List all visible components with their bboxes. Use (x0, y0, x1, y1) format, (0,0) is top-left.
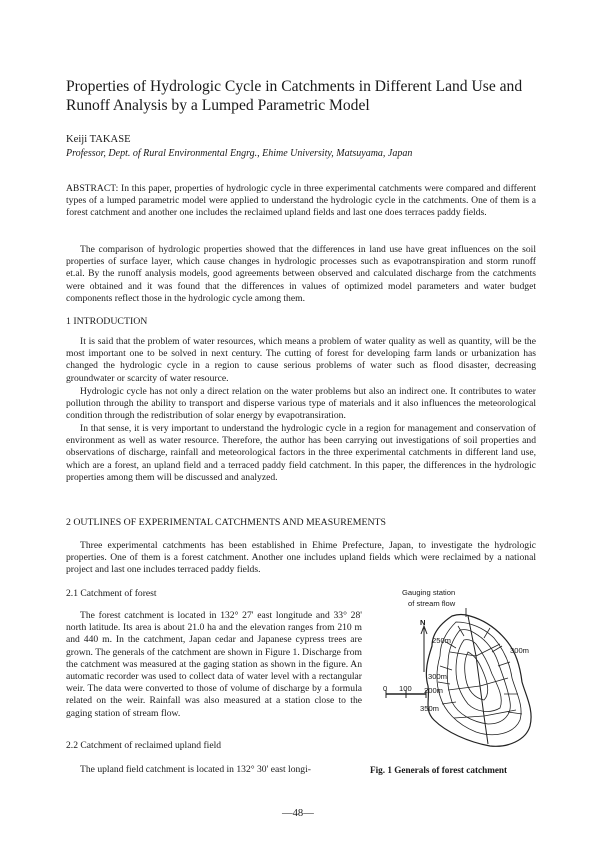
abstract-paragraph-1: ABSTRACT: In this paper, properties of hydrologic cycle in three experimental catchments were compared and different types of a lumped parametric model were applied to understand the hydrologic cycle in the catchments. One of them is a forest catchment and another one includes the reclaimed upland fields and last one does terraces paddy fields. (66, 183, 536, 219)
contour-300m-left-label: 300m (428, 672, 447, 681)
scale-0-label: 0 (383, 684, 388, 693)
paper-title (66, 77, 546, 115)
section-2-paragraph-1: Three experimental catchments has been established in Ehime Prefecture, Japan, to investigate the hydrologic properties. One of them is a forest catchment. Another one includes upland fields which were reclaimed by a national project and last one includes terraced paddy fields. (66, 540, 536, 576)
title-line-1: Properties of Hydrologic Cycle in Catchments in Different Land Use and (66, 78, 523, 95)
north-label: N (420, 618, 426, 627)
figure-1-caption: Fig. 1 Generals of forest catchment (370, 765, 508, 775)
intro-paragraph-1: It is said that the problem of water resources, which means a problem of water quality as well as quantity, will be the most important one to be solved in next century. The cutting of forest for developing farm lands or urbanization has changed the hydrologic cycle in a region to cause serious problems of water such as flood disaster, decreasing groundwater or scarcity of water resource. (66, 336, 536, 384)
subsection-2-1-heading: 2.1 Catchment of forest (66, 588, 157, 599)
scale-100-label: 100 (399, 684, 412, 693)
subsection-2-2-heading: 2.2 Catchment of reclaimed upland field (66, 740, 222, 751)
contour-250m-label: 250m (432, 636, 451, 645)
abstract-paragraph-2: The comparison of hydrologic properties showed that the differences in land use have great influences on the soil properties of surface layer, which cause changes in hydrologic processes such as evapotranspiration and storm runoff et.al. By the runoff analysis models, good agreements between observed and calculated discharge from the catchments were obtained and it was found that the differences in values of optimized model parameters and water budget components reflect those in the hydrologic cycle among them. (66, 244, 536, 304)
gauging-station-label: Gauging station (402, 588, 456, 597)
intro-paragraph-3: In that sense, it is very important to understand the hydrologic cycle in a region for management and conservation of environment as well as water resource. Therefore, the author has been carrying out investigations of soil properties and observations of discharge, rainfall and meteorological factors in the three experimental catchments in different land use, which are a forest, an upland field and a terraced paddy field catchment. In this paper, the differences in the hydrologic properties among them will be discussed and analyzed. (66, 423, 536, 483)
page-number: —48— (282, 808, 314, 819)
section-2-heading: 2 OUTLINES OF EXPERIMENTAL CATCHMENTS AND MEASUREMENTS (66, 517, 386, 528)
contour-300m-top-label: 300m (510, 646, 529, 655)
subsection-2-1-paragraph: The forest catchment is located in 132° 27' east longitude and 33° 28' north latitude. Its area is about 21.0 ha and the elevation ranges from 210 m and 440 m. In the catchment, Japan cedar and Japanese cypress trees are grown. The generals of the catchment are shown in Figure 1. Discharge from the catchment was measured at the gaging station as shown in the figure. An automatic recorder was used to collect data of water level with a rectangular weir. The data were converted to those of volume of discharge by a formula related on the weir. Rainfall was also measured at a station close to the gaging station of stream flow. (66, 610, 362, 719)
author-affiliation: Professor, Dept. of Rural Environmental Engrg., Ehime University, Matsuyama, Japan (66, 148, 413, 159)
figure-1-catchment-map (380, 586, 550, 756)
title-line-2: Runoff Analysis by a Lumped Parametric Model (66, 97, 370, 114)
subsection-2-2-paragraph: The upland field catchment is located in 132° 30' east longi- (80, 764, 311, 775)
section-1-heading: 1 INTRODUCTION (66, 316, 148, 327)
contour-350m-label: 350m (420, 704, 439, 713)
stream-flow-label: of stream flow (408, 599, 456, 608)
author-name: Keiji TAKASE (66, 134, 131, 145)
catchment-map-graphic (380, 586, 550, 756)
contour-200m-label: 200m (424, 686, 443, 695)
intro-paragraph-2: Hydrologic cycle has not only a direct relation on the water problems but also an indirect one. It contributes to water pollution through the ability to transport and disperse various type of materials and it also influences the meteorological condition through the redistribution of solar energy by evapotransiration. (66, 386, 536, 422)
